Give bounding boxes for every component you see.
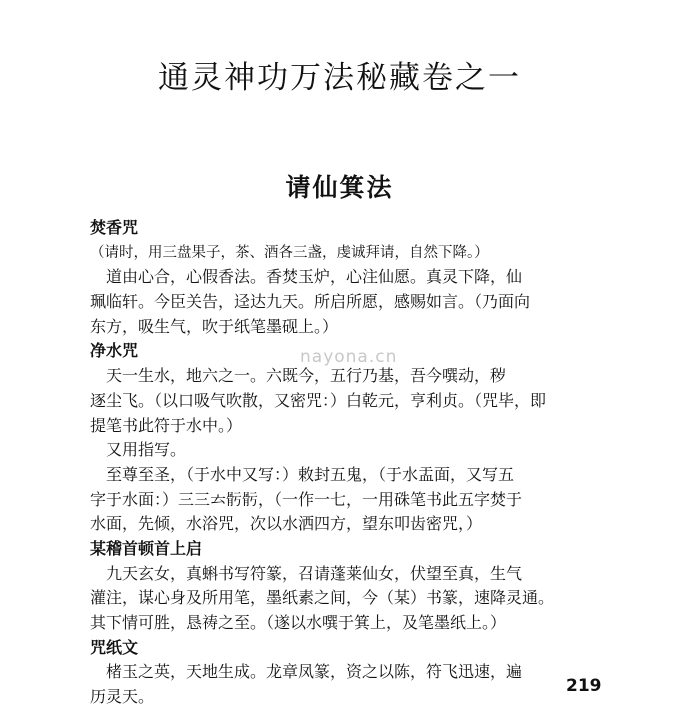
text-line: 字于水面：）三三𠫓𩨗𩨗，（一作一七，一用硃笔书此五字焚于 (90, 489, 523, 509)
incantation-heading: 焚香咒 (90, 218, 139, 237)
incantation-heading: 净水咒 (90, 341, 139, 361)
text-line: 又用指写。 (90, 440, 187, 460)
text-line: 逐尘飞。（以口吸气吹散，又密咒：）白乾元，亨利贞。（咒毕，即 (90, 390, 547, 410)
page-number: 219 (566, 676, 602, 696)
text-line: 珮临轩。今臣关告，迳达九天。所启所愿，感赐如言。（乃面向 (90, 292, 531, 312)
incantation-heading: 咒纸文 (90, 637, 139, 657)
text-line: 其下情可胜，恳祷之至。（遂以水噀于箕上，及笔墨纸上。） (90, 613, 507, 632)
text-line: 至尊至圣，（于水中又写：）敕封五鬼，（于水盂面，又写五 (90, 464, 515, 484)
incantation-heading: 某稽首顿首上启 (90, 538, 203, 558)
text-line: 九天玄女，真蝌书写符篆，召请蓬莱仙女，伏望至真，生气 (90, 563, 523, 583)
text-line: 提笔书此符于水中。） (90, 415, 243, 435)
page-title: 通灵神功万法秘藏卷之一 (158, 60, 521, 96)
body-text (90, 216, 638, 710)
text-line: 道由心合，心假香法。香焚玉炉，心注仙愿。真灵下降，仙 (90, 267, 523, 287)
text-line: 楮玉之英，天地生成。龙章凤篆，资之以陈，符飞迅速，遍 (90, 662, 523, 682)
text-line: 历灵天。 (90, 687, 155, 707)
watermark: nayona.cn (300, 347, 398, 367)
text-line: （请时，用三盘果子，茶、酒各三盏，虔诚拜请，自然下降。） (90, 244, 489, 261)
text-line: 灌注，谋心身及所用笔，墨纸素之间，今（某）书篆，速降灵通。 (90, 588, 555, 608)
text-line: 天一生水，地六之一。六既今，五行乃基，吾今噀动，秽 (90, 366, 507, 386)
text-line: 水面，先倾，水浴咒，次以水洒四方，望东叩齿密咒，） (90, 514, 483, 534)
section-title: 请仙箕法 (285, 173, 394, 202)
text-line: 东方，吸生气，吹于纸笔墨砚上。） (90, 316, 339, 336)
